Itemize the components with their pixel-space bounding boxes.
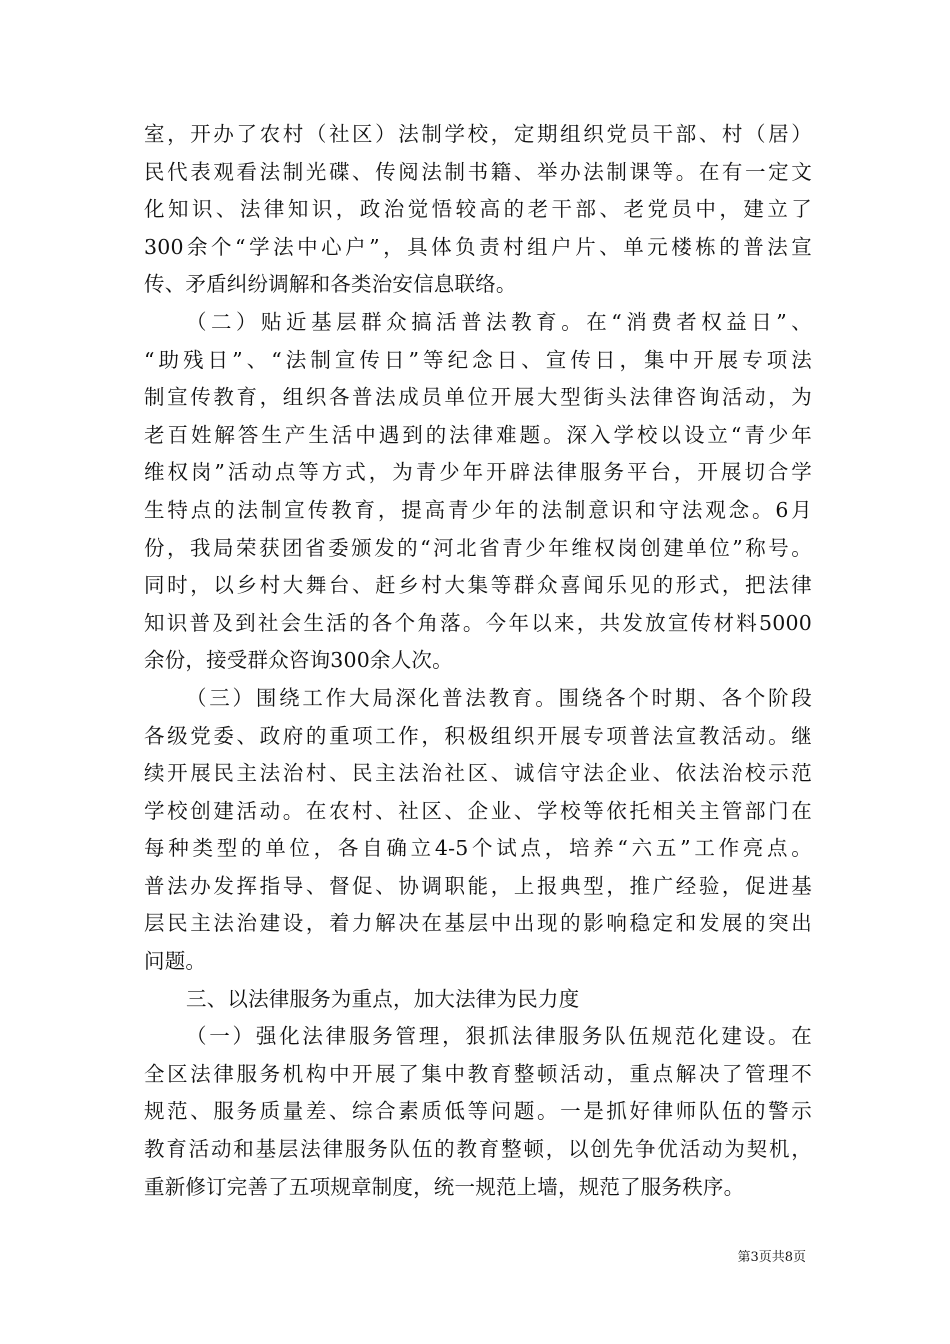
- heading-line: 三、以法律服务为重点，加大法律为民力度: [186, 986, 580, 1011]
- text-line: 问题。: [144, 949, 207, 974]
- text-line: （三）围绕工作大局深化普法教育。围绕各个时期、各个阶段: [186, 685, 812, 710]
- paragraph-section-2-3: [144, 680, 812, 981]
- text-line: 各级党委、政府的重项工作，积极组织开展专项普法宣教活动。继: [144, 723, 812, 748]
- text-line: 学校创建活动。在农村、社区、企业、学校等依托相关主管部门在: [144, 798, 812, 823]
- text-line: “助残日”、“法制宣传日”等纪念日、宣传日，集中开展专项法: [144, 347, 812, 372]
- document-body: [144, 116, 812, 1206]
- paragraph-continuation: [144, 116, 812, 304]
- text-line: 全区法律服务机构中开展了集中教育整顿活动，重点解决了管理不: [144, 1061, 812, 1086]
- text-line: 普法办发挥指导、督促、协调职能，上报典型，推广经验，促进基: [144, 873, 812, 898]
- text-line: 层民主法治建设，着力解决在基层中出现的影响稳定和发展的突出: [144, 911, 812, 936]
- text-line: 每种类型的单位，各自确立4-5个试点，培养“六五”工作亮点。: [144, 836, 812, 861]
- text-line: 室，开办了农村（社区）法制学校，定期组织党员干部、村（居）: [144, 122, 812, 146]
- text-line: 300余个“学法中心户”，具体负责村组户片、单元楼栋的普法宣: [144, 234, 812, 259]
- text-line: 民代表观看法制光碟、传阅法制书籍、举办法制课等。在有一定文: [144, 159, 812, 184]
- text-line: 知识普及到社会生活的各个角落。今年以来，共发放宣传材料5000: [144, 610, 812, 635]
- text-line: 老百姓解答生产生活中遇到的法律难题。深入学校以设立“青少年: [144, 422, 812, 447]
- text-line: 同时，以乡村大舞台、赶乡村大集等群众喜闻乐见的形式，把法律: [144, 573, 812, 598]
- text-line: 制宣传教育，组织各普法成员单位开展大型街头法律咨询活动，为: [144, 385, 812, 410]
- text-line: 传、矛盾纠纷调解和各类治安信息联络。: [144, 272, 517, 297]
- text-line: （二）贴近基层群众搞活普法教育。在“消费者权益日”、: [186, 309, 812, 334]
- text-line: 份，我局荣获团省委颁发的“河北省青少年维权岗创建单位”称号。: [144, 535, 812, 560]
- text-line: 规范、服务质量差、综合素质低等问题。一是抓好律师队伍的警示: [144, 1099, 812, 1124]
- paragraph-section-2-2: [144, 304, 812, 680]
- text-line: 重新修订完善了五项规章制度，统一规范上墙，规范了服务秩序。: [144, 1174, 745, 1199]
- text-line: （一）强化法律服务管理，狠抓法律服务队伍规范化建设。在: [186, 1024, 812, 1049]
- text-line: 化知识、法律知识，政治觉悟较高的老干部、老党员中，建立了: [144, 197, 812, 222]
- paragraph-section-3-1: [144, 1018, 812, 1206]
- section-heading-3: [144, 981, 812, 1019]
- text-line: 维权岗”活动点等方式，为青少年开辟法律服务平台，开展切合学: [144, 460, 812, 485]
- text-line: 教育活动和基层法律服务队伍的教育整顿，以创先争优活动为契机，: [144, 1137, 812, 1162]
- text-line: 余份，接受群众咨询300余人次。: [144, 648, 453, 673]
- page-number: 第3页共8页: [737, 1250, 806, 1265]
- text-line: 续开展民主法治村、民主法治社区、诚信守法企业、依法治校示范: [144, 761, 812, 786]
- text-line: 生特点的法制宣传教育，提高青少年的法制意识和守法观念。6月: [144, 497, 812, 522]
